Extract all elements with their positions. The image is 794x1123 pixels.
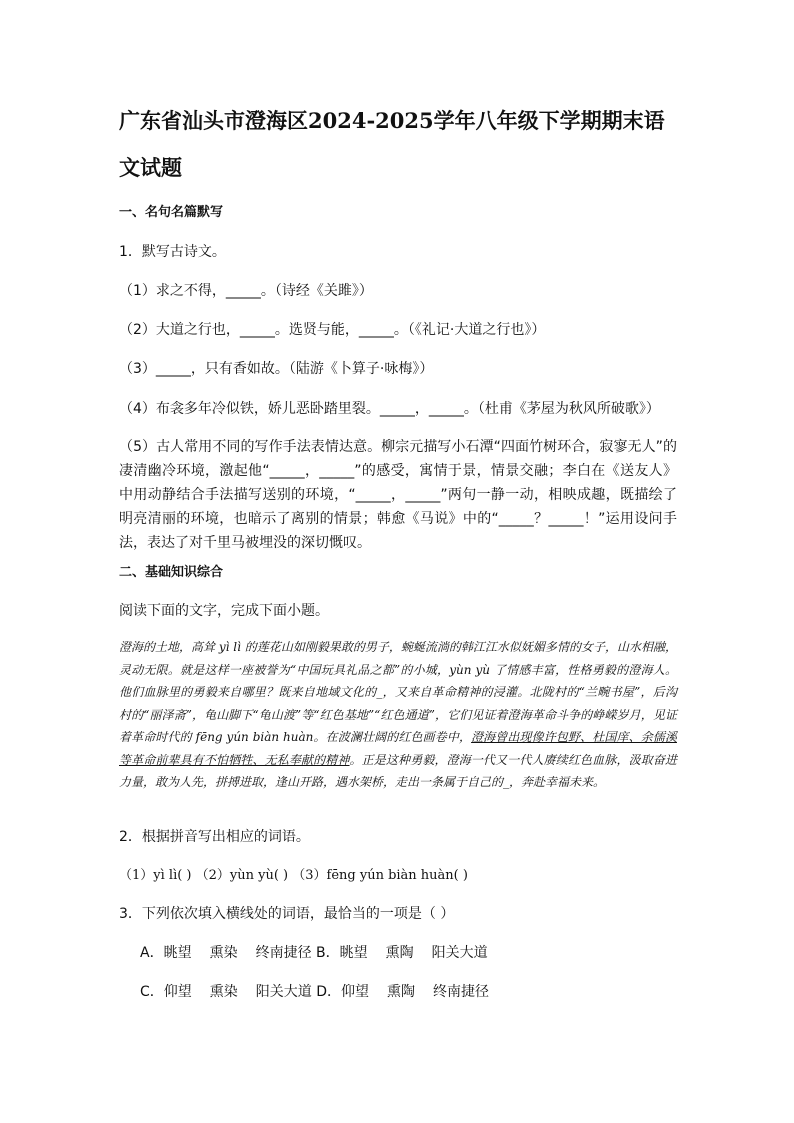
option-d-word-3: 终南捷径 bbox=[433, 984, 490, 1000]
page-title: 广东省汕头市澄海区2024-2025学年八年级下学期期末语文试题 bbox=[119, 108, 665, 180]
section-heading-1: 一、名句名篇默写 bbox=[119, 205, 224, 220]
reading-passage bbox=[119, 636, 677, 794]
option-b-word-3: 阳关大道 bbox=[431, 945, 488, 961]
question-3-stem: 3．下列依次填入横线处的词语，最恰当的一项是（ ） bbox=[119, 906, 455, 922]
reading-intro: 阅读下面的文字，完成下面小题。 bbox=[119, 603, 329, 619]
question-1-stem: 1．默写古诗文。 bbox=[119, 244, 226, 260]
question-2-stem: 2．根据拼音写出相应的词语。 bbox=[119, 829, 310, 845]
passage-underlined-sentence: 澄海曾出现像许包野、杜国庠、余儒溪等革命前辈具有不怕牺牲、无私奉献的精神 bbox=[119, 730, 677, 767]
options-row-cd bbox=[140, 981, 507, 1001]
question-1-item-1: （1）求之不得，_____。（诗经《关雎》） bbox=[119, 283, 373, 299]
option-c-word-1: C．仰望 bbox=[140, 984, 192, 1000]
passage-text-a: 澄海的土地，高耸 yì lì 的莲花山如刚毅果敢的男子，蜿蜒流淌的韩江江水似妩媚多情的女子，山水相融，灵动无限。就是这样一座被誉为“中国玩具礼品之都”的小城，yùn yù 了情感丰富，性格勇毅的澄海人。他们血脉里的勇毅来自哪里？既来自地域文化的_，又来自革命精神的浸灌。北陇村的“兰畹书屋”，后沟村的“丽泽斋”，龟山脚下“龟山渡”等“红色基地”“红色通道”，它们见证着澄海革命斗争的峥嵘岁月，见证着革命时代的 fēng yún biàn huàn。在波澜壮阔的红色画卷中， bbox=[119, 640, 677, 744]
question-1-item-2: （2）大道之行也，_____。选贤与能，_____。（《礼记·大道之行也》） bbox=[119, 322, 546, 338]
option-c-word-3-and-d-label: 阳关大道 D．仰望 bbox=[255, 984, 370, 1000]
question-1-item-3: （3）_____，只有香如故。（陆游《卜算子·咏梅》） bbox=[119, 361, 434, 377]
option-a-word-3-and-b-label: 终南捷径 B．眺望 bbox=[255, 945, 368, 961]
question-1-item-4: （4）布衾多年冷似铁，娇儿恶卧踏里裂。_____，_____。（杜甫《茅屋为秋风所破歌》） bbox=[119, 401, 660, 417]
question-1-item-5: （5）古人常用不同的写作手法表情达意。柳宗元描写小石潭“四面竹树环合，寂寥无人”的凄清幽冷环境，激起他“_____，_____”的感受，寓情于景，情景交融；李白在《送友人》中用动静结合手法描写送别的环境，“_____，_____”两句一静一动，相映成趣，既描绘了明亮清丽的环境，也暗示了离别的情景；韩愈《马说》中的“_____？_____！”运用设问手法，表达了对千里马被埋没的深切慨叹。 bbox=[119, 439, 677, 551]
question-2-items: （1）yì lì( ) （2）yùn yù( ) （3）fēng yún biàn huàn( ) bbox=[119, 868, 468, 883]
options-row-ab bbox=[140, 942, 506, 962]
option-a-word-2: 熏染 bbox=[209, 945, 238, 961]
passage-text-b: 。正是这种勇毅，澄海一代又一代人赓续红色血脉，汲取奋进力量，敢为人先，拼搏进取，逢山开路，遇水架桥，走出一条属于自己的_，奔赴幸福未来。 bbox=[119, 752, 677, 789]
option-d-word-2: 熏陶 bbox=[387, 984, 416, 1000]
section-heading-2: 二、基础知识综合 bbox=[119, 565, 224, 580]
option-b-word-2: 熏陶 bbox=[385, 945, 414, 961]
option-c-word-2: 熏染 bbox=[209, 984, 238, 1000]
option-a-word-1: A．眺望 bbox=[140, 945, 192, 961]
